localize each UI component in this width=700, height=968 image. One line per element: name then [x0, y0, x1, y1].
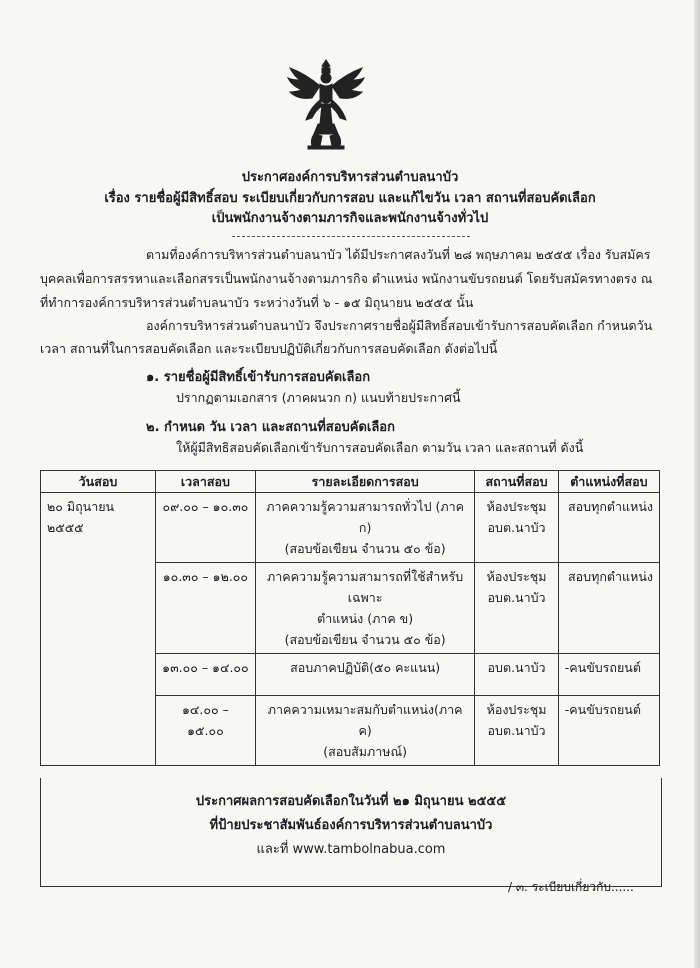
paragraph2-line2: เวลา สถานที่ในการสอบคัดเลือก และระเบียบปฏิบัติเกี่ยวกับการสอบคัดเลือก ดังต่อไปนี้: [40, 341, 498, 356]
exam-detail-line1: ภาคความรู้ความสามารถทั่วไป (ภาค ก): [266, 499, 464, 535]
continued-page-reference: / ๓. ระเบียบเกี่ยวกับ......: [508, 880, 634, 894]
section2-text: ให้ผู้มีสิทธิสอบคัดเลือกเข้ารับการสอบคัดเลือก ตามวัน เวลา และสถานที่ ดังนี้: [176, 440, 584, 455]
place-cell: [475, 563, 558, 654]
section1-title: ๑. รายชื่อผู้มีสิทธิ์เข้ารับการสอบคัดเลือก: [146, 370, 371, 385]
detail-cell: [255, 696, 474, 766]
announcement-subject: เรื่อง รายชื่อผู้มีสิทธิ์สอบ ระเบียบเกี่ยวกับการสอบ และแก้ไขวัน เวลา สถานที่สอบคัดเลือก: [104, 191, 596, 206]
header-position: ตำแหน่งที่สอบ: [558, 471, 659, 493]
section1-text: ปรากฏตามเอกสาร (ภาคผนวก ก) แนบท้ายประกาศนี้: [176, 390, 461, 405]
exam-place-line1: อบต.นาบัว: [487, 660, 546, 675]
exam-detail-line1: ภาคความรู้ความสามารถที่ใช้สำหรับเฉพาะ: [267, 569, 464, 605]
header-place: สถานที่สอบ: [475, 471, 558, 493]
header-detail: รายละเอียดการสอบ: [255, 471, 474, 493]
header-date: วันสอบ: [41, 471, 156, 493]
title-divider: [232, 236, 470, 237]
exam-place-line2: อบต.นาบัว: [487, 723, 546, 738]
exam-detail-line2: (สอบสัมภาษณ์): [323, 744, 408, 759]
exam-position: สอบทุกตำแหน่ง: [568, 569, 653, 584]
position-cell: [558, 696, 659, 766]
exam-position: -คนขับรถยนต์: [564, 702, 641, 717]
garuda-emblem-icon: [284, 56, 368, 152]
exam-time: ๑๓.๐๐ – ๑๔.๐๐: [162, 660, 249, 675]
header-time: เวลาสอบ: [155, 471, 255, 493]
time-cell: [155, 696, 255, 766]
detail-cell: [255, 654, 474, 696]
exam-detail-line3: (สอบข้อเขียน จำนวน ๕๐ ข้อ): [284, 632, 446, 647]
table-row: [41, 493, 660, 563]
position-cell: [558, 493, 659, 563]
exam-place-line1: ห้องประชุม: [486, 499, 547, 514]
paragraph1-line1: ตามที่องค์การบริหารส่วนตำบลนาบัว ได้มีประกาศลงวันที่ ๒๘ พฤษภาคม ๒๕๕๕ เรื่อง รับสมัคร: [146, 247, 651, 262]
exam-time: ๑๔.๐๐ – ๑๕.๐๐: [181, 702, 229, 738]
time-cell: [155, 563, 255, 654]
paragraph2-line1: องค์การบริหารส่วนตำบลนาบัว จึงประกาศรายชื่อผู้มีสิทธิ์สอบเข้ารับการสอบคัดเลือก กำหนดวัน: [146, 318, 653, 333]
paragraph1-line3: ที่ทำการองค์การบริหารส่วนตำบลนาบัว ระหว่างวันที่ ๖ - ๑๕ มิถุนายน ๒๕๕๕ นั้น: [40, 295, 474, 310]
results-date-line: ประกาศผลการสอบคัดเลือกในวันที่ ๒๑ มิถุนายน ๒๕๕๕: [195, 794, 507, 809]
detail-cell: [255, 493, 474, 563]
position-cell: [558, 563, 659, 654]
exam-date: ๒๐ มิถุนายน ๒๕๕๕: [47, 499, 115, 535]
exam-place-line2: อบต.นาบัว: [487, 590, 546, 605]
exam-position: สอบทุกตำแหน่ง: [568, 499, 653, 514]
place-cell: [475, 654, 558, 696]
exam-detail-line1: สอบภาคปฏิบัติ(๕๐ คะแนน): [290, 660, 441, 675]
results-website-line: และที่ www.tambolnabua.com: [256, 842, 446, 857]
results-board-line: ที่ป้ายประชาสัมพันธ์องค์การบริหารส่วนตำบลนาบัว: [209, 818, 493, 833]
exam-detail-line2: (สอบข้อเขียน จำนวน ๕๐ ข้อ): [284, 541, 446, 556]
exam-place-line1: ห้องประชุม: [486, 569, 547, 584]
announcement-subject-line2: เป็นพนักงานจ้างตามภารกิจและพนักงานจ้างทั่วไป: [211, 211, 489, 226]
place-cell: [475, 493, 558, 563]
exam-schedule-table: [40, 470, 660, 766]
position-cell: [558, 654, 659, 696]
exam-detail-line1: ภาคความเหมาะสมกับตำแหน่ง(ภาค ค): [267, 702, 463, 738]
exam-time: ๐๙.๐๐ – ๑๐.๓๐: [162, 499, 249, 514]
results-announcement-box: [40, 778, 662, 887]
exam-date-cell: [41, 493, 156, 766]
exam-place-line2: อบต.นาบัว: [487, 520, 546, 535]
exam-position: -คนขับรถยนต์: [564, 660, 641, 675]
scan-edge: [694, 0, 700, 968]
table-header-row: [41, 471, 660, 493]
section2-title: ๒. กำหนด วัน เวลา และสถานที่สอบคัดเลือก: [146, 420, 395, 435]
time-cell: [155, 654, 255, 696]
detail-cell: [255, 563, 474, 654]
paragraph1-line2: บุคคลเพื่อการสรรหาและเลือกสรรเป็นพนักงานจ้างตามภารกิจ ตำแหน่ง พนักงานขับรถยนต์ โดยรับสมัครทางตรง ณ: [40, 271, 653, 286]
exam-time: ๑๐.๓๐ – ๑๒.๐๐: [162, 569, 249, 584]
time-cell: [155, 493, 255, 563]
place-cell: [475, 696, 558, 766]
exam-detail-line2: ตำแหน่ง (ภาค ข): [317, 611, 414, 626]
exam-place-line1: ห้องประชุม: [486, 702, 547, 717]
announcement-title: ประกาศองค์การบริหารส่วนตำบลนาบัว: [241, 170, 459, 185]
